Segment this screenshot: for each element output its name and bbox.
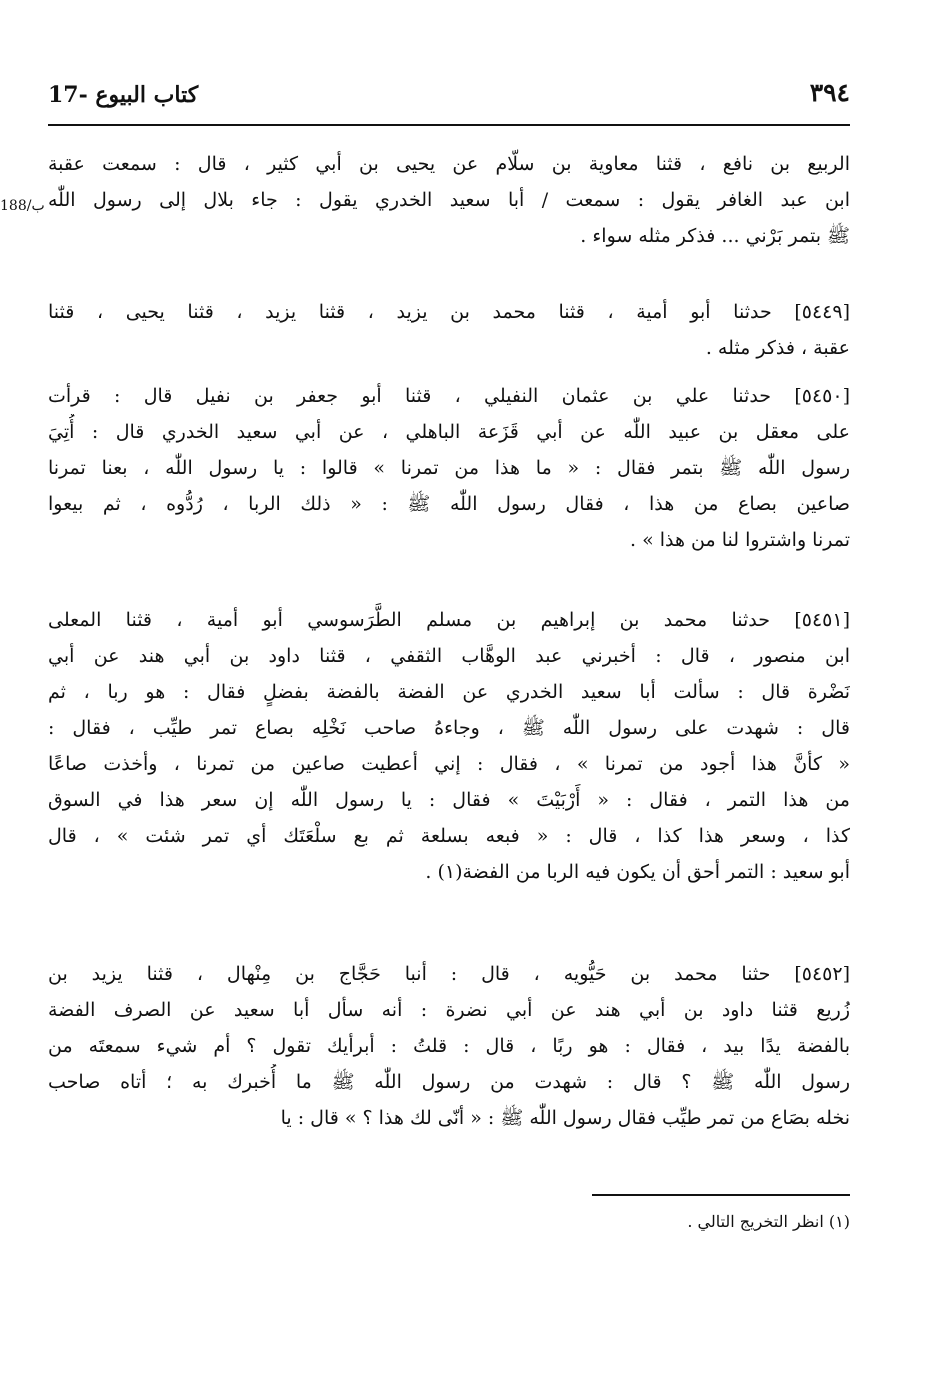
footnote-divider <box>592 1194 850 1196</box>
text-line: قال : شهدت على رسول اللّٰه ﷺ ، وجاءهُ صاحب نَخْلِه بصاع تمر طيِّب ، فقال : <box>48 717 850 739</box>
page-number: ٣٩٤ <box>809 78 850 107</box>
header-divider <box>48 124 850 126</box>
text-line: زُريع قثنا داود بن أبي هند عن أبي نضرة : أنه سأل أبا سعيد عن الصرف الفضة <box>48 999 850 1021</box>
text-line: الربيع بن نافع ، قثنا معاوية بن سلّام عن يحيى بن أبي كثير ، قال : سمعت عقبة <box>48 153 850 175</box>
text-line: [٥٤٥١] حدثنا محمد بن إبراهيم بن مسلم الطَّرَسوسي أبو أمية ، قثنا المعلى <box>48 609 850 631</box>
text-line: أبو سعيد : التمر أحق أن يكون فيه الربا من الفضة(١) . <box>425 861 850 883</box>
footnote: (١) انظر التخريج التالي . <box>687 1212 850 1231</box>
text-line: تمرنا واشتروا لنا من هذا » . <box>629 529 850 551</box>
margin-folio-note: 188/ب <box>0 198 45 214</box>
text-line: كذا ، وسعر هذا كذا ، قال : « فبعه بسلعة ثم بع سلْعَتَك أي تمر شئت » ، قال <box>48 825 850 847</box>
text-line: بالفضة يدًا بيد ، فقال : هو ربًا ، قال : قلتُ : أبرأيك تقول ؟ أم شيء سمعتَه من <box>48 1035 850 1057</box>
text-line: ابن منصور ، قال : أخبرني عبد الوهَّاب الثقفي ، قثنا داود بن أبي هند عن أبي <box>48 645 850 667</box>
text-line: صاعين بصاع من هذا ، فقال رسول اللّٰه ﷺ : « ذلك الربا ، رُدُّوه ، ثم بيعوا <box>48 493 850 515</box>
paragraph <box>48 602 850 890</box>
text-line: ابن عبد الغافر يقول : سمعت / أبا سعيد الخدري يقول : جاء بلال إلى رسول اللّٰه <box>48 189 850 211</box>
paragraph <box>48 294 850 366</box>
text-line: نخله بصَاع من تمر طيِّب فقال رسول اللّٰه ﷺ : « أنّى لك هذا ؟ » قال : يا <box>280 1107 850 1129</box>
text-line: على معقل بن عبيد اللّٰه عن أبي قَزَعة الباهلي ، عن أبي سعيد الخدري قال : أُتِيَ <box>48 421 850 443</box>
text-line: ﷺ بتمر بَرْني ... فذكر مثله سواء . <box>580 225 850 247</box>
book-title: 17- كتاب البيوع <box>48 82 199 108</box>
paragraph <box>48 956 850 1136</box>
text-line: [٥٤٥٢] حثنا محمد بن حَيُّويه ، قال : أنبا حَجَّاج بن مِنْهال ، قثنا يزيد بن <box>48 963 850 985</box>
text-line: رسول اللّٰه ﷺ بتمر فقال : « ما هذا من تمرنا » قالوا : يا رسول اللّٰه ، بعنا تمرنا <box>48 457 850 479</box>
text-line: [٥٤٥٠] حدثنا علي بن عثمان النفيلي ، قثنا أبو جعفر بن نفيل قال : قرأت <box>48 385 850 407</box>
page-header <box>48 78 850 118</box>
paragraph <box>48 378 850 558</box>
text-line: « كأنَّ هذا أجود من تمرنا » ، فقال : إني أعطيت صاعين من تمرنا ، وأخذت صاعًا <box>48 753 850 775</box>
text-line: نَضْرة قال : سألت أبا سعيد الخدري عن الفضة بالفضة بفضلٍ فقال : هو ربا ، ثم <box>48 681 850 703</box>
text-line: [٥٤٤٩] حدثنا أبو أمية ، قثنا محمد بن يزيد ، قثنا يزيد ، قثنا يحيى ، قثنا <box>48 301 850 323</box>
paragraph <box>48 146 850 254</box>
text-line: من هذا التمر ، فقال : « أَرْبَيْتَ » فقال : يا رسول اللّٰه إن سعر هذا في السوق <box>48 789 850 811</box>
text-line: عقبة ، فذكر مثله . <box>705 337 850 359</box>
text-line: رسول اللّٰه ﷺ ؟ قال : شهدت من رسول اللّٰه ﷺ ما أُخبرك به ؛ أتاه صاحب <box>48 1071 850 1093</box>
